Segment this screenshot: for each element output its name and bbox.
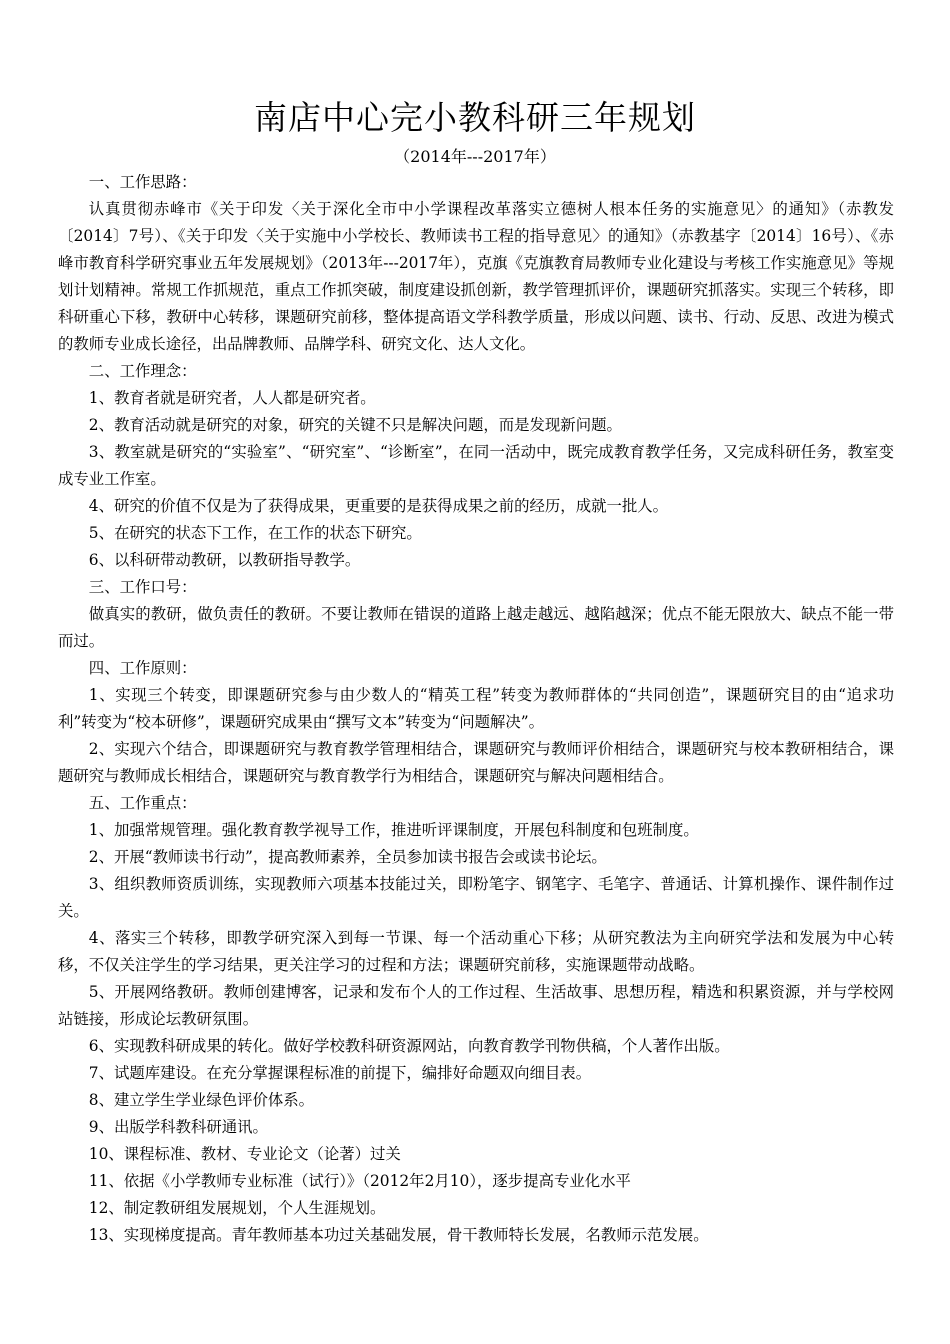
paragraph: 7、试题库建设。在充分掌握课程标准的前提下，编排好命题双向细目表。 (88, 1064, 592, 1082)
paragraph: 5、在研究的状态下工作，在工作的状态下研究。 (88, 524, 422, 542)
paragraph: 2、教育活动就是研究的对象，研究的关键不只是解决问题，而是发现新问题。 (88, 416, 622, 434)
paragraph: 三、工作口号： (88, 578, 197, 596)
document-subtitle: （2014年---2017年） (394, 147, 556, 166)
paragraph: 12、制定教研组发展规划，个人生涯规划。 (88, 1199, 386, 1217)
paragraph: 3、教室就是研究的“实验室”、“研究室”、“诊断室”，在同一活动中，既完成教育教学任务，又完成科研任务，教室变成专业工作室。 (58, 443, 894, 488)
paragraph: 2、实现六个结合，即课题研究与教育教学管理相结合，课题研究与教师评价相结合，课题研究与校本教研相结合，课题研究与教师成长相结合，课题研究与教育教学行为相结合，课题研究与解决问题相结合。 (58, 740, 894, 785)
paragraph: 1、实现三个转变，即课题研究参与由少数人的“精英工程”转变为教师群体的“共同创造”，课题研究目的由“追求功利”转变为“校本研修”，课题研究成果由“撰写文本”转变为“问题解决”。 (58, 686, 894, 731)
paragraph: 10、课程标准、教材、专业论文（论著）过关 (88, 1145, 401, 1163)
paragraph: 5、开展网络教研。教师创建博客，记录和发布个人的工作过程、生活故事、思想历程，精选和积累资源，并与学校网站链接，形成论坛教研氛围。 (58, 983, 894, 1028)
paragraph: 4、落实三个转移，即教学研究深入到每一节课、每一个活动重心下移；从研究教法为主向研究学法和发展为中心转移，不仅关注学生的学习结果，更关注学习的过程和方法；课题研究前移，实施课题带动战略。 (58, 929, 894, 974)
paragraph: 一、工作思路： (88, 173, 197, 191)
paragraph: 1、教育者就是研究者，人人都是研究者。 (88, 389, 376, 407)
paragraph: 4、研究的价值不仅是为了获得成果，更重要的是获得成果之前的经历，成就一批人。 (88, 497, 669, 515)
paragraph: 9、出版学科教科研通讯。 (88, 1118, 268, 1136)
paragraph: 6、实现教科研成果的转化。做好学校教科研资源网站，向教育教学刊物供稿，个人著作出版。 (88, 1037, 730, 1055)
paragraph: 四、工作原则： (88, 659, 197, 677)
paragraph: 11、依据《小学教师专业标准（试行）》（2012年2月10），逐步提高专业化水平 (88, 1172, 631, 1190)
paragraph: 1、加强常规管理。强化教育教学视导工作，推进听评课制度，开展包科制度和包班制度。 (88, 821, 699, 839)
paragraph: 13、实现梯度提高。青年教师基本功过关基础发展，骨干教师特长发展，名教师示范发展。 (88, 1226, 709, 1244)
document-title: 南店中心完小教科研三年规划 (254, 98, 696, 137)
paragraph: 五、工作重点： (88, 794, 197, 812)
paragraph: 做真实的教研，做负责任的教研。不要让教师在错误的道路上越走越远、越陷越深；优点不能无限放大、缺点不能一带而过。 (58, 605, 894, 650)
paragraph: 8、建立学生学业绿色评价体系。 (88, 1091, 315, 1109)
document-body (58, 169, 894, 1249)
paragraph: 2、开展“教师读书行动”，提高教师素养，全员参加读书报告会或读书论坛。 (88, 848, 607, 866)
paragraph: 二、工作理念： (88, 362, 197, 380)
paragraph: 6、以科研带动教研，以教研指导教学。 (88, 551, 361, 569)
paragraph: 3、组织教师资质训练，实现教师六项基本技能过关，即粉笔字、钢笔字、毛笔字、普通话、计算机操作、课件制作过关。 (58, 875, 894, 920)
paragraph: 认真贯彻赤峰市《关于印发〈关于深化全市中小学课程改革落实立德树人根本任务的实施意见〉的通知》（赤教发〔2014〕7号）、《关于印发〈关于实施中小学校长、教师读书工程的指导意见〉的通知》（赤教基字〔2014〕16号）、《赤峰市教育科学研究事业五年发展规划》（2013年---2017年），克旗《克旗教育局教师专业化建设与考核工作实施意见》等规划计划精神。常规工作抓规范，重点工作抓突破，制度建设抓创新，教学管理抓评价，课题研究抓落实。实现三个转移，即科研重心下移，教研中心转移，课题研究前移，整体提高语文学科教学质量，形成以问题、读书、行动、反思、改进为模式的教师专业成长途径，出品牌教师、品牌学科、研究文化、达人文化。 (58, 200, 894, 353)
